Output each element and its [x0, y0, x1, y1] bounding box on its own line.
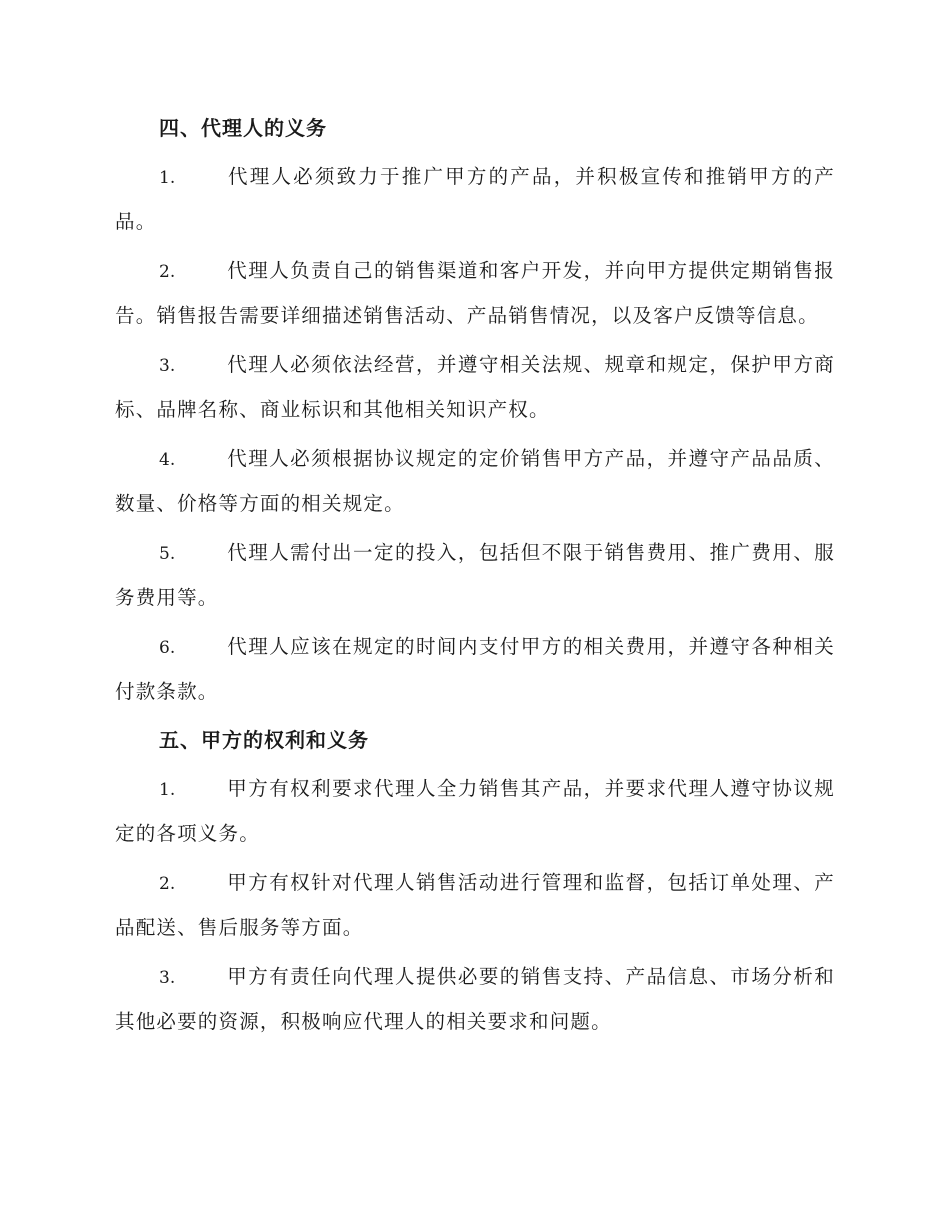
item-number: 4. — [159, 450, 176, 470]
list-item — [115, 531, 835, 619]
item-number: 2. — [159, 874, 176, 894]
item-text: 代理人必须根据协议规定的定价销售甲方产品，并遵守产品品质、数量、价格等方面的相关规定。 — [115, 447, 835, 515]
item-text: 代理人应该在规定的时间内支付甲方的相关费用，并遵守各种相关付款条款。 — [115, 635, 835, 703]
list-item — [115, 861, 835, 949]
list-item — [115, 955, 835, 1043]
item-text: 代理人需付出一定的投入，包括但不限于销售费用、推广费用、服务费用等。 — [115, 541, 835, 609]
item-text: 代理人负责自己的销售渠道和客户开发，并向甲方提供定期销售报告。销售报告需要详细描述销售活动、产品销售情况，以及客户反馈等信息。 — [115, 259, 835, 327]
item-number: 2. — [159, 262, 176, 282]
item-number: 5. — [159, 544, 176, 564]
item-number: 3. — [159, 968, 176, 988]
item-text: 甲方有权针对代理人销售活动进行管理和监督，包括订单处理、产品配送、售后服务等方面。 — [115, 871, 835, 939]
section-heading: 五、甲方的权利和义务 — [159, 728, 369, 752]
item-number: 1. — [159, 168, 176, 188]
item-text: 甲方有权利要求代理人全力销售其产品，并要求代理人遵守协议规定的各项义务。 — [115, 777, 835, 845]
list-item — [115, 155, 835, 243]
item-number: 3. — [159, 356, 176, 376]
section-agent-obligations — [115, 107, 835, 713]
item-text: 代理人必须致力于推广甲方的产品，并积极宣传和推销甲方的产品。 — [115, 165, 835, 233]
list-item — [115, 249, 835, 337]
list-item — [115, 437, 835, 525]
list-item — [115, 767, 835, 855]
section-heading: 四、代理人的义务 — [159, 116, 327, 140]
item-number: 1. — [159, 780, 176, 800]
item-text: 代理人必须依法经营，并遵守相关法规、规章和规定，保护甲方商标、品牌名称、商业标识和其他相关知识产权。 — [115, 353, 835, 421]
list-item — [115, 343, 835, 431]
item-number: 6. — [159, 638, 176, 658]
section-party-a-rights — [115, 719, 835, 1043]
document-page — [115, 107, 835, 1049]
item-text: 甲方有责任向代理人提供必要的销售支持、产品信息、市场分析和其他必要的资源，积极响应代理人的相关要求和问题。 — [115, 965, 835, 1033]
list-item — [115, 625, 835, 713]
